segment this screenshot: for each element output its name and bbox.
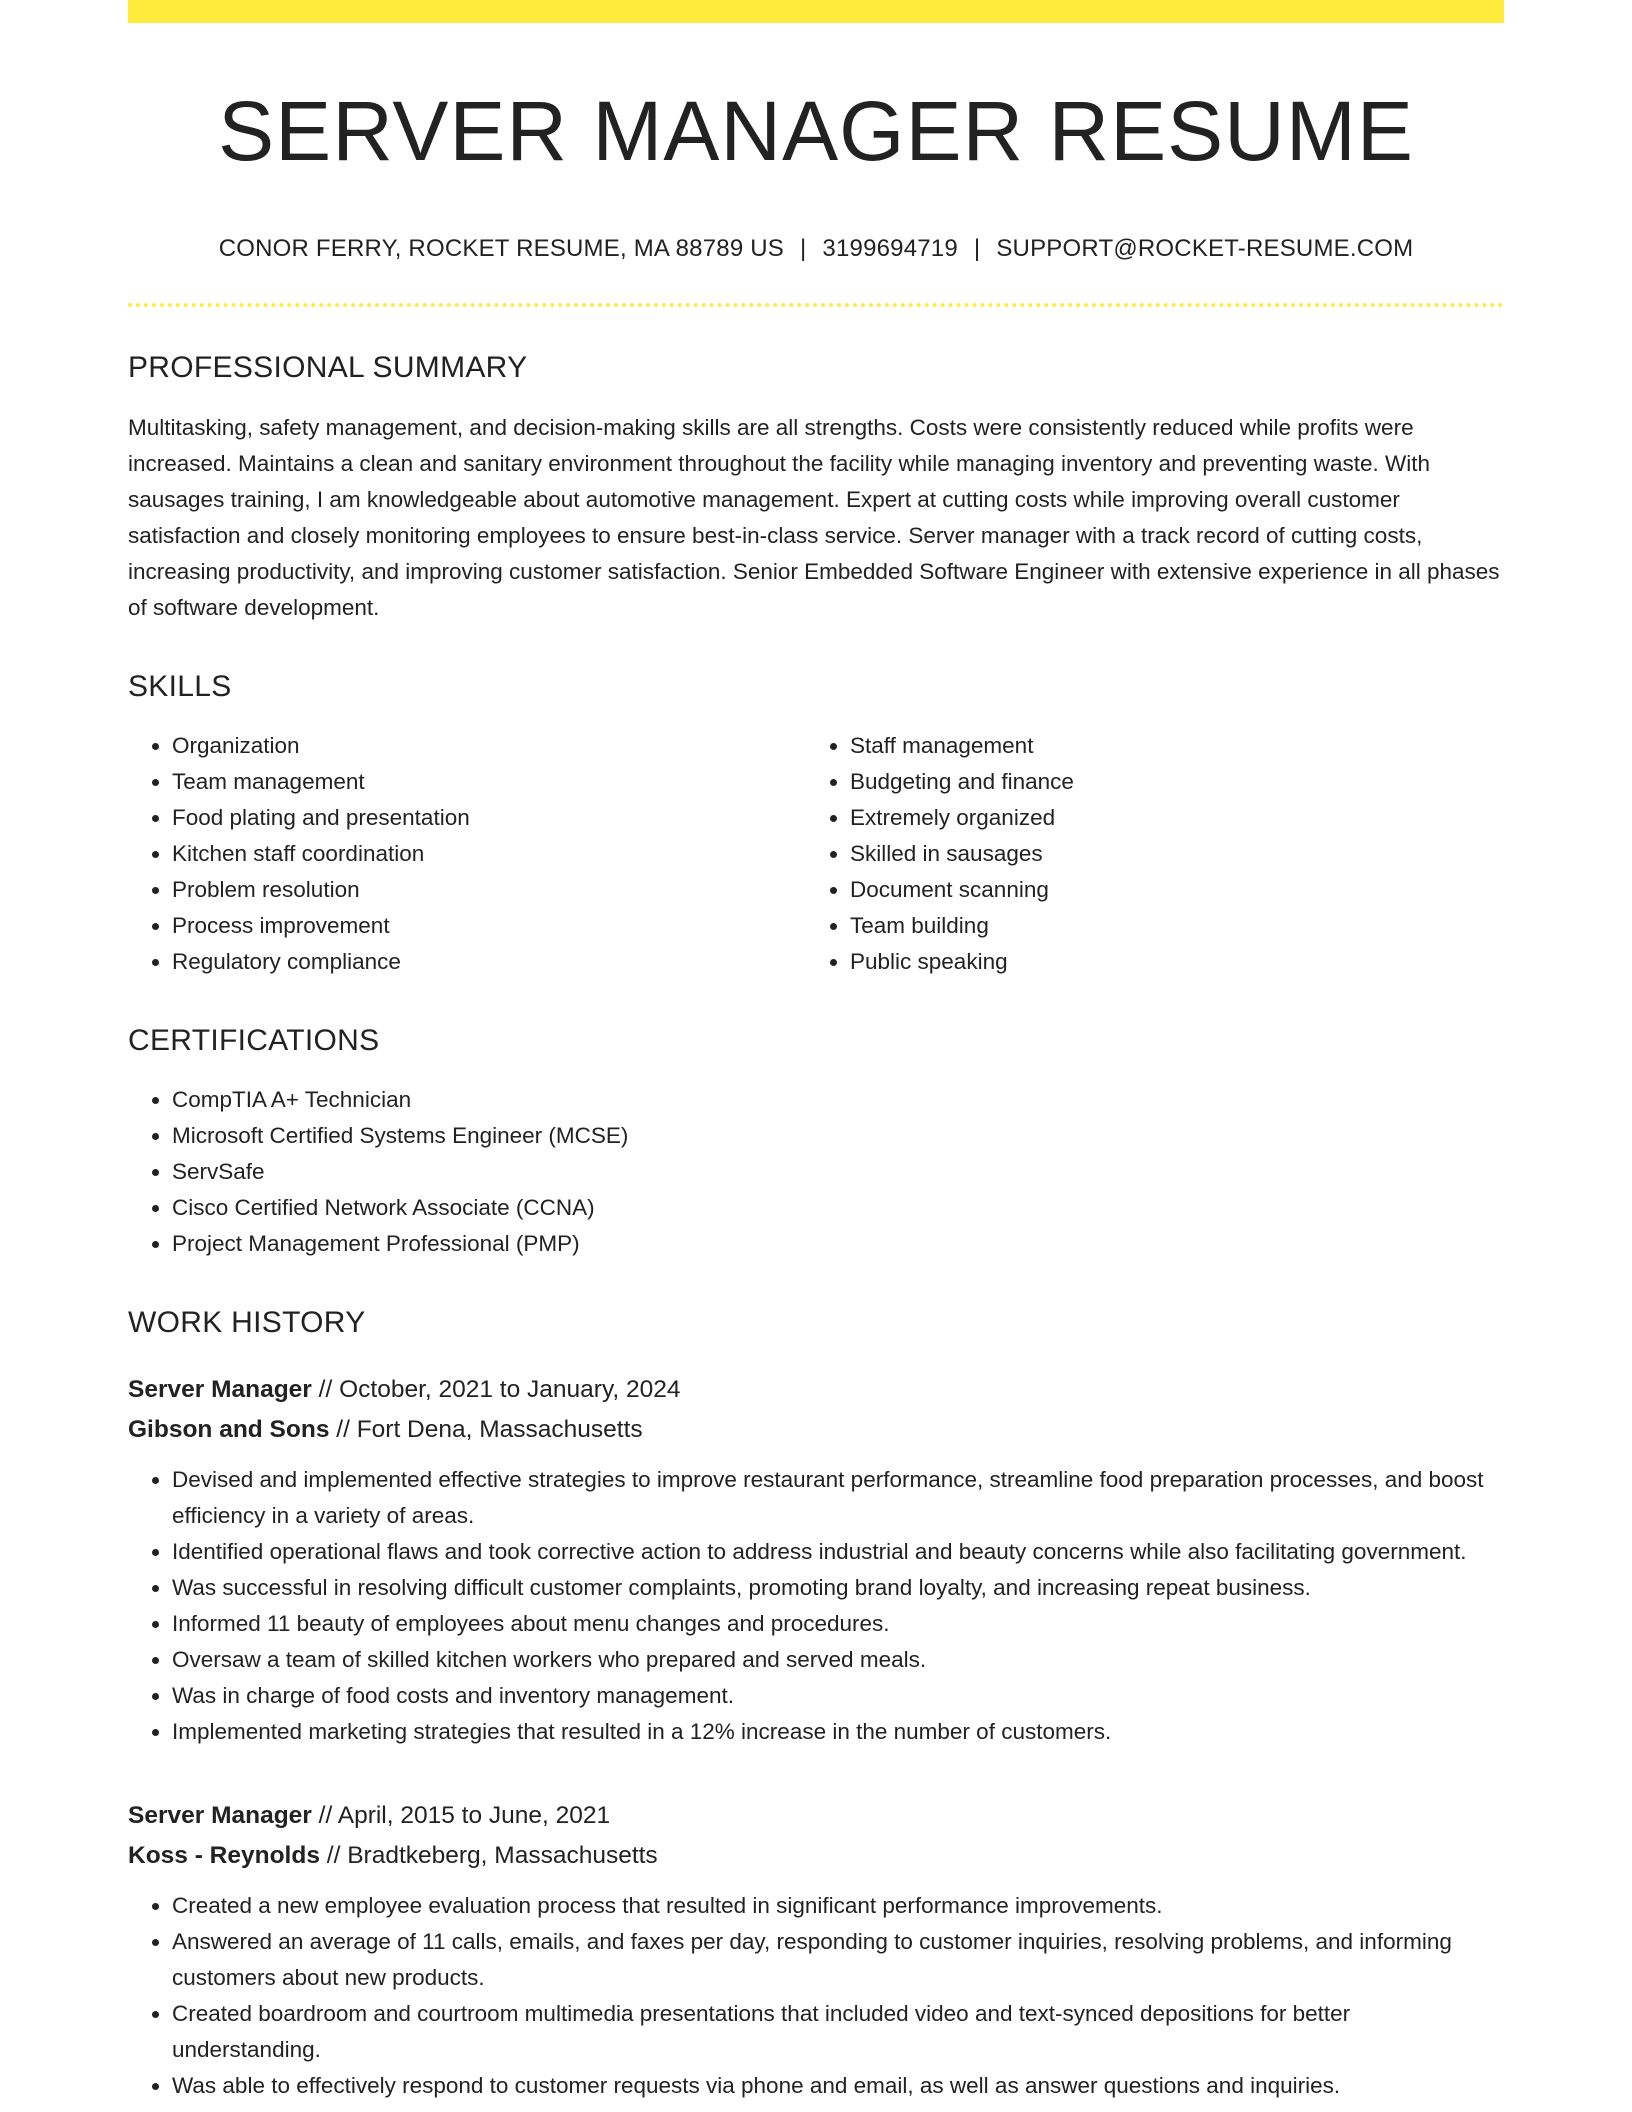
skill-item: • Document scanning <box>850 872 1484 908</box>
skills-grid <box>128 728 1504 980</box>
skill-item: • Team management <box>172 764 806 800</box>
job-title-line <box>128 1796 1504 1836</box>
job-dates: // April, 2015 to June, 2021 <box>311 1802 611 1830</box>
skills-column-left <box>128 728 806 980</box>
skill-item: • Food plating and presentation <box>172 800 806 836</box>
job-company-line <box>128 1410 1504 1450</box>
job-bullet: • Was successful in resolving difficult customer complaints, promoting brand loyalty, and increasing repeat business. <box>172 1570 1504 1606</box>
job-company-line <box>128 1836 1504 1876</box>
job-bullets <box>128 1888 1504 2104</box>
certifications-list <box>128 1082 1504 1262</box>
job-entry <box>128 1370 1504 1750</box>
dotted-divider <box>128 303 1504 307</box>
certification-item: • ServSafe <box>172 1154 1504 1190</box>
job-bullets <box>128 1462 1504 1750</box>
job-entry <box>128 1796 1504 2104</box>
contact-email: SUPPORT@ROCKET-RESUME.COM <box>996 235 1414 263</box>
job-bullet: • Informed 11 beauty of employees about menu changes and procedures. <box>172 1606 1504 1642</box>
skill-item: • Budgeting and finance <box>850 764 1484 800</box>
skill-item: • Team building <box>850 908 1484 944</box>
job-bullet: • Created boardroom and courtroom multimedia presentations that included video and text-synced depositions for better understanding. <box>172 1996 1504 2068</box>
job-bullet: • Created a new employee evaluation process that resulted in significant performance improvements. <box>172 1888 1504 1924</box>
certification-item: • Microsoft Certified Systems Engineer (MCSE) <box>172 1118 1504 1154</box>
contact-separator: | <box>973 235 981 263</box>
job-bullet: • Implemented marketing strategies that resulted in a 12% increase in the number of customers. <box>172 1714 1504 1750</box>
certification-item: • Cisco Certified Network Associate (CCNA) <box>172 1190 1504 1226</box>
contact-phone: 3199694719 <box>822 235 958 263</box>
skill-item: • Staff management <box>850 728 1484 764</box>
job-bullet: • Was in charge of food costs and inventory management. <box>172 1678 1504 1714</box>
skill-item: • Regulatory compliance <box>172 944 806 980</box>
job-bullet: • Was able to effectively respond to customer requests via phone and email, as well as answer questions and inquiries. <box>172 2068 1504 2104</box>
contact-separator: | <box>799 235 807 263</box>
skills-column-right <box>806 728 1484 980</box>
job-dates: // October, 2021 to January, 2024 <box>311 1376 681 1404</box>
job-bullet: • Answered an average of 11 calls, emails, and faxes per day, responding to customer inquiries, resolving problems, and informing customers about new products. <box>172 1924 1504 1996</box>
skill-item: • Organization <box>172 728 806 764</box>
skill-item: • Extremely organized <box>850 800 1484 836</box>
job-company: Koss - Reynolds <box>128 1842 320 1870</box>
job-location: // Fort Dena, Massachusetts <box>329 1416 643 1444</box>
job-title-line <box>128 1370 1504 1410</box>
skill-item: • Public speaking <box>850 944 1484 980</box>
skill-item: • Problem resolution <box>172 872 806 908</box>
job-bullet: • Devised and implemented effective strategies to improve restaurant performance, streamline food preparation processes, and boost efficiency in a variety of areas. <box>172 1462 1504 1534</box>
skills-list-right <box>806 728 1484 980</box>
certification-item: • CompTIA A+ Technician <box>172 1082 1504 1118</box>
resume-page <box>128 0 1504 2104</box>
resume-title: SERVER MANAGER RESUME <box>218 84 1414 178</box>
skill-item: • Skilled in sausages <box>850 836 1484 872</box>
job-title: Server Manager <box>128 1376 312 1404</box>
skill-item: • Kitchen staff coordination <box>172 836 806 872</box>
contact-line <box>128 235 1504 263</box>
skill-item: • Process improvement <box>172 908 806 944</box>
job-location: // Bradtkeberg, Massachusetts <box>319 1842 658 1870</box>
job-bullet: • Identified operational flaws and took corrective action to address industrial and beauty concerns while also facilitating government. <box>172 1534 1504 1570</box>
certification-item: • Project Management Professional (PMP) <box>172 1226 1504 1262</box>
job-bullet: • Oversaw a team of skilled kitchen workers who prepared and served meals. <box>172 1642 1504 1678</box>
summary-text: Multitasking, safety management, and decision-making skills are all strengths. Costs were consistently reduced while profits were increased. Maintains a clean and sanitary environment throughout the facility while managing inventory and preventing waste. With sausages training, I am knowledgeable about automotive management. Expert at cutting costs while improving overall customer satisfaction and closely monitoring employees to ensure best-in-class service. Server manager with a track record of cutting costs, increasing productivity, and improving customer satisfaction. Senior Embedded Software Engineer with extensive experience in all phases of software development. <box>128 415 1500 621</box>
job-title: Server Manager <box>128 1802 312 1830</box>
certifications-heading: CERTIFICATIONS <box>128 1024 380 1058</box>
summary-heading: PROFESSIONAL SUMMARY <box>128 351 528 385</box>
skills-list-left <box>128 728 806 980</box>
job-company: Gibson and Sons <box>128 1416 330 1444</box>
skills-heading: SKILLS <box>128 670 232 704</box>
accent-top-bar <box>128 0 1504 23</box>
work-history-heading: WORK HISTORY <box>128 1306 366 1340</box>
contact-address: CONOR FERRY, ROCKET RESUME, MA 88789 US <box>218 235 784 263</box>
